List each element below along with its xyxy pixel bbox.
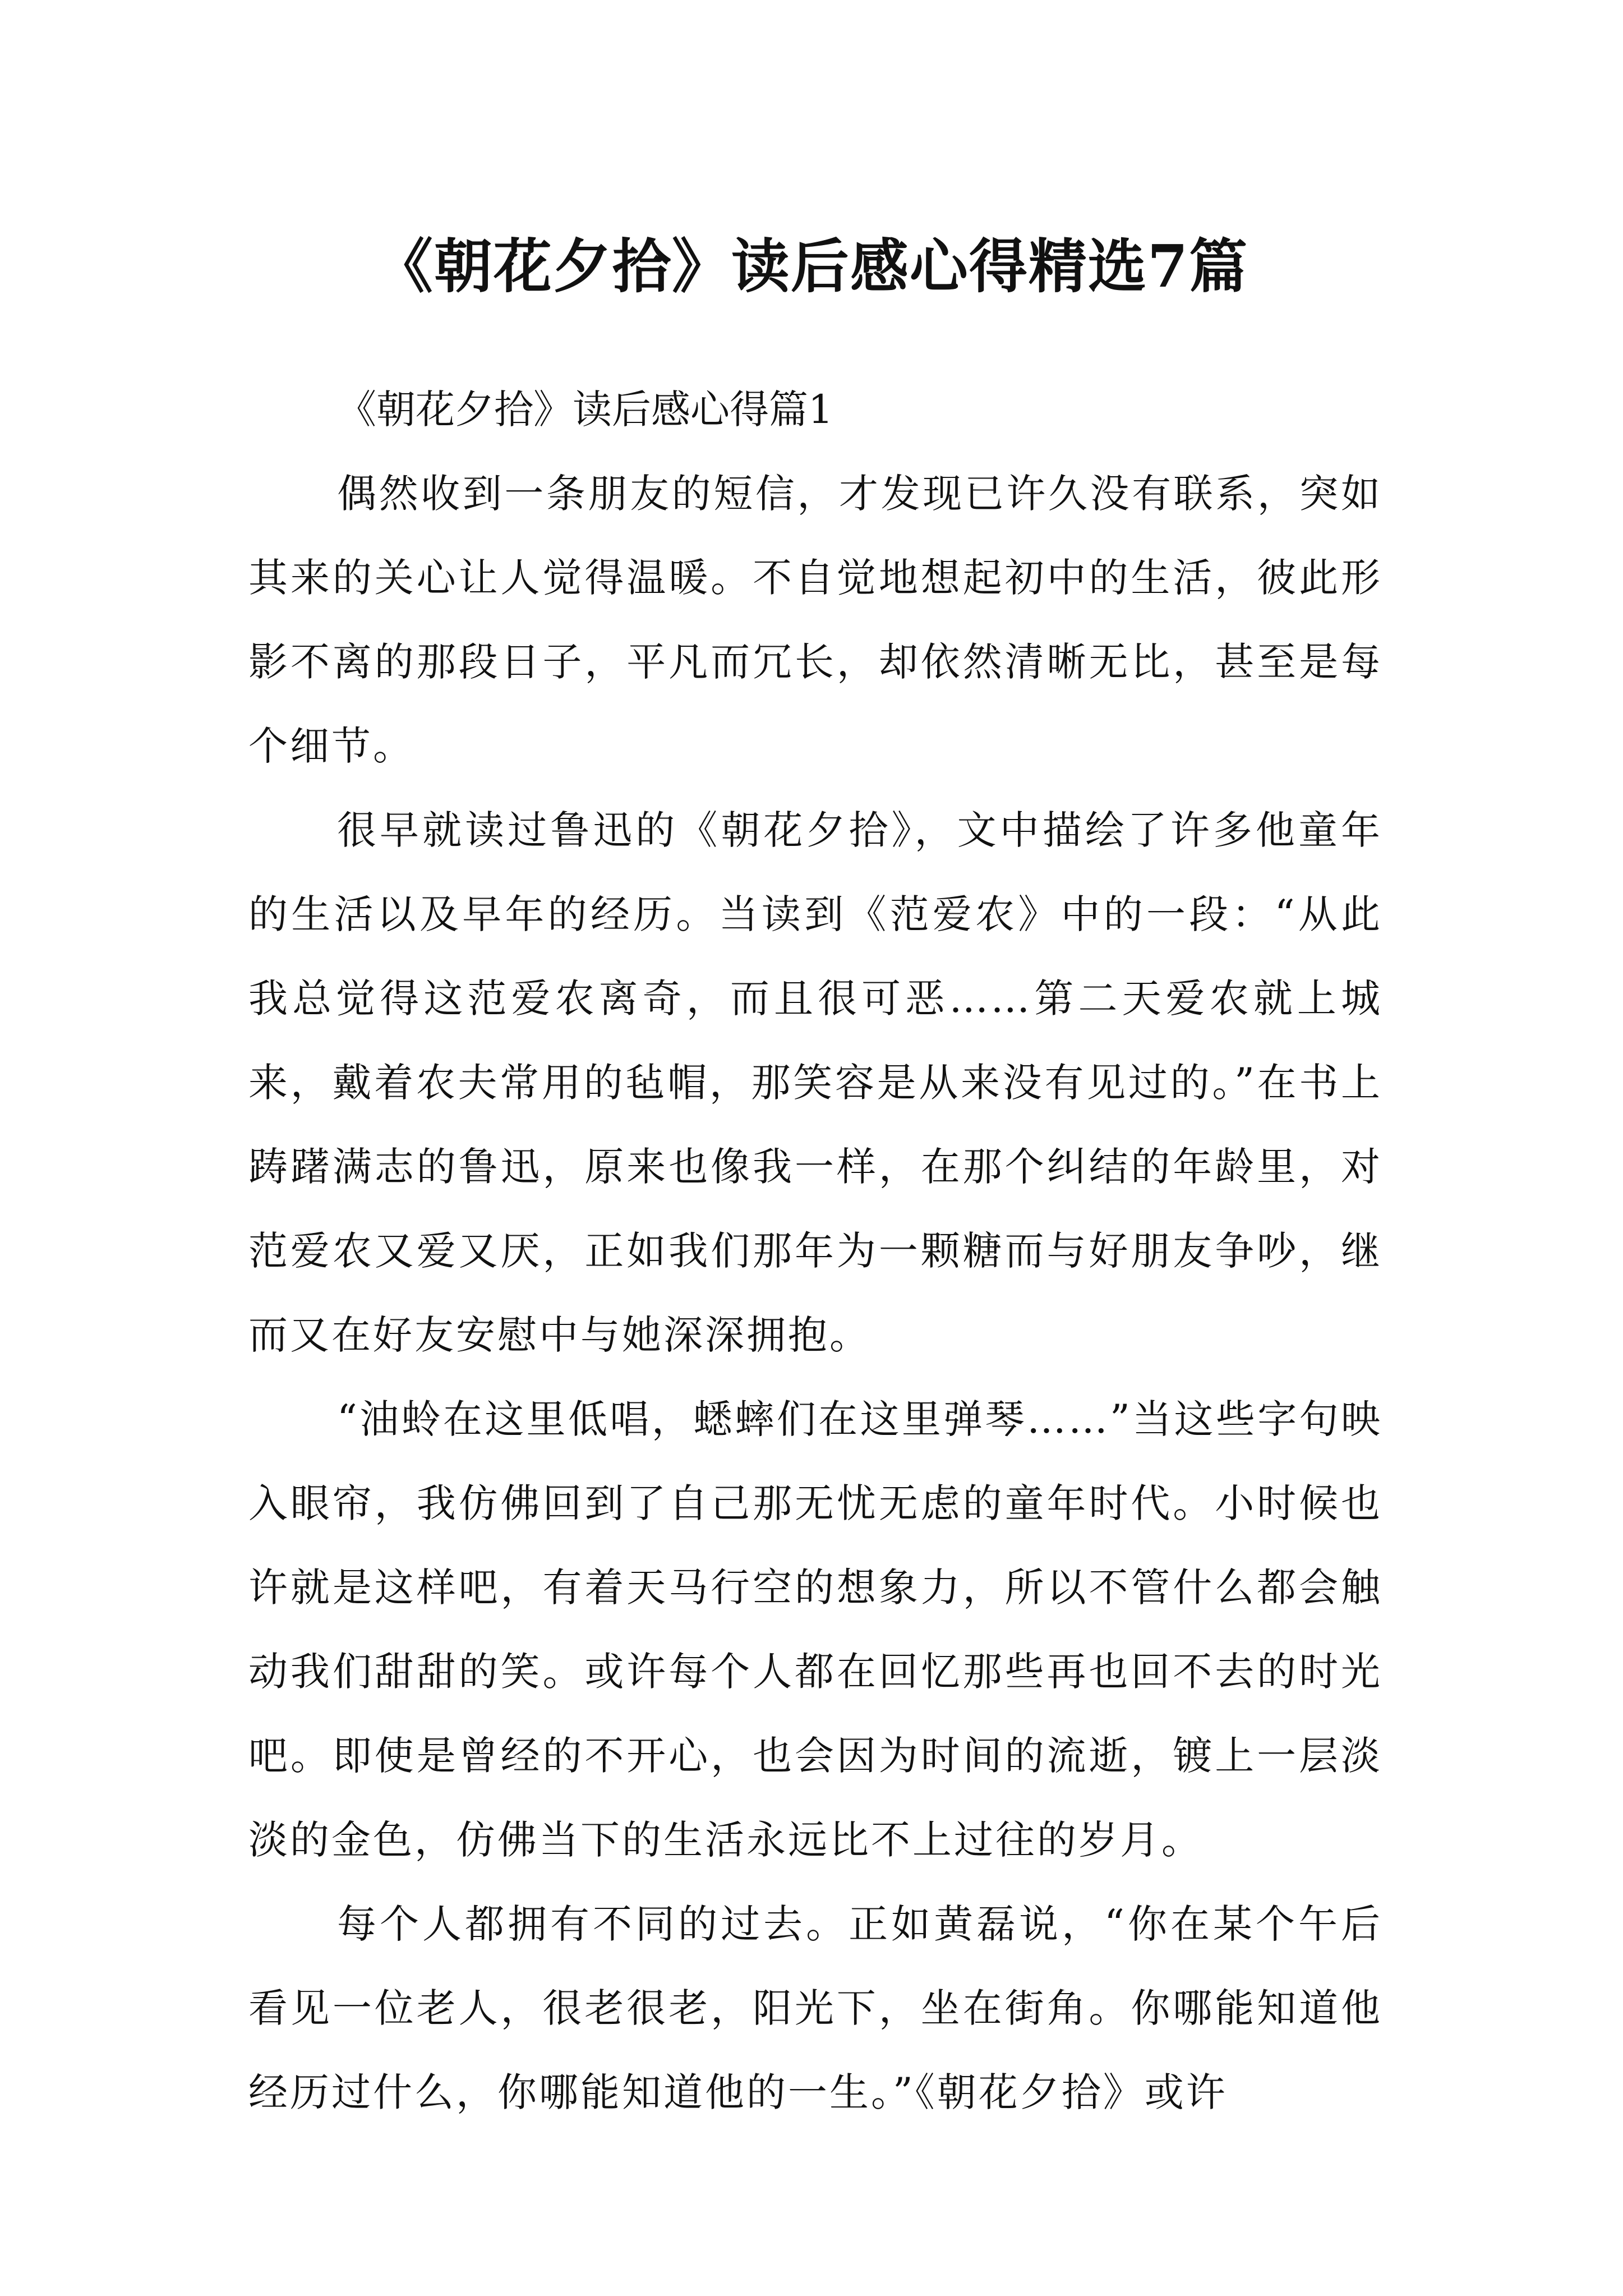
- paragraph-1: 偶然收到一条朋友的短信，才发现已许久没有联系，突如其来的关心让人觉得温暖。不自觉地想起初中的生活，彼此形影不离的那段日子，平凡而冗长，却依然清晰无比，甚至是每个细节。: [248, 471, 1382, 769]
- paragraph-3: “油蛉在这里低唱，蟋蟀们在这里弹琴……”当这些字句映入眼帘，我仿佛回到了自己那无忧无虑的童年时代。小时候也许就是这样吧，有着天马行空的想象力，所以不管什么都会触动我们甜甜的笑。或许每个人都在回忆那些再也回不去的时光吧。即使是曾经的不开心，也会因为时间的流逝，镀上一层淡淡的金色，仿佛当下的生活永远比不上过往的岁月。: [248, 1396, 1382, 1863]
- document-body: [248, 367, 1382, 2134]
- section-heading: 《朝花夕拾》读后感心得篇1: [337, 386, 833, 432]
- document-title: 《朝花夕拾》读后感心得精选7篇: [374, 231, 1249, 301]
- paragraph-4: 每个人都拥有不同的过去。正如黄磊说，“你在某个午后看见一位老人，很老很老，阳光下，坐在街角。你哪能知道他经历过什么，你哪能知道他的一生。”《朝花夕拾》或许: [248, 1901, 1382, 2115]
- paragraph-2: 很早就读过鲁迅的《朝花夕拾》，文中描绘了许多他童年的生活以及早年的经历。当读到《范爱农》中的一段：“从此我总觉得这范爱农离奇，而且很可恶……第二天爱农就上城来，戴着农夫常用的毡帽，那笑容是从来没有见过的。”在书上踌躇满志的鲁迅，原来也像我一样，在那个纠结的年龄里，对范爱农又爱又厌，正如我们那年为一颗糖而与好朋友争吵，继而又在好友安慰中与她深深拥抱。: [248, 807, 1382, 1358]
